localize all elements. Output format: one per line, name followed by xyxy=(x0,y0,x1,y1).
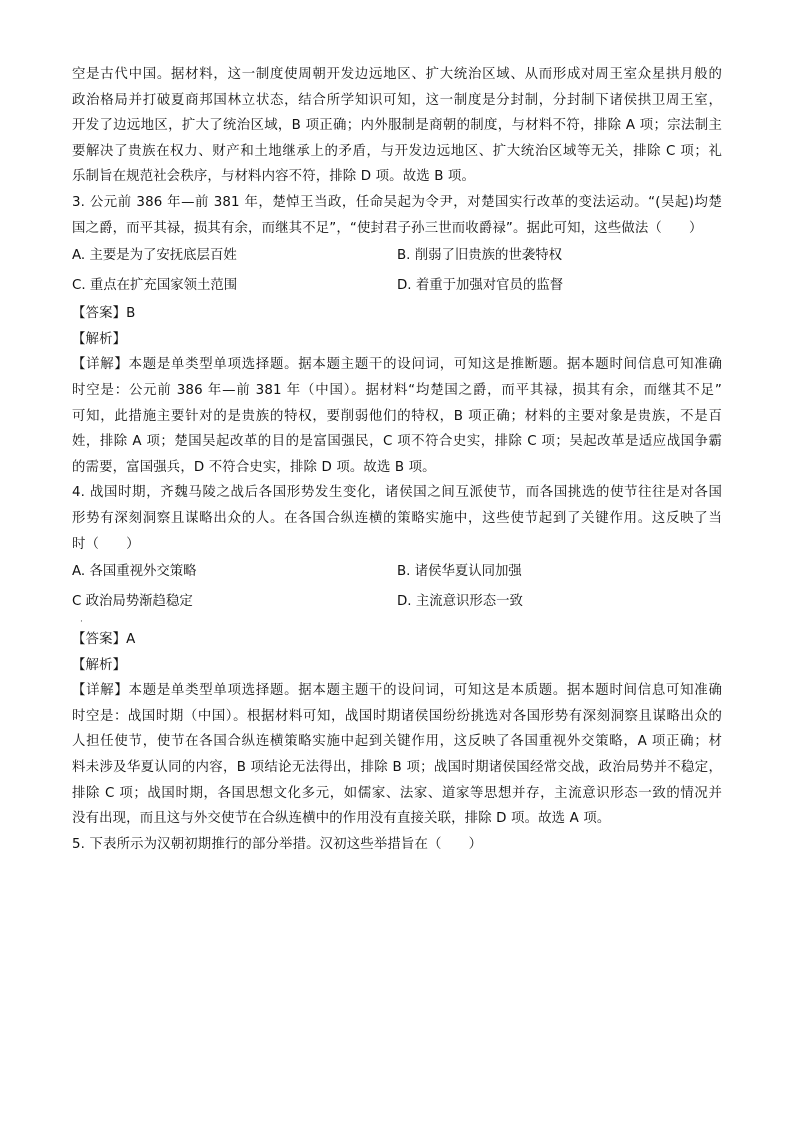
option-a: A. 主要是为了安抚底层百姓 xyxy=(72,248,237,264)
document-page xyxy=(72,62,722,857)
question-stem: 5. 下表所示为汉朝初期推行的部分举措。汉初这些举措旨在（ ） xyxy=(72,836,483,852)
option-d: D. 主流意识形态一致 xyxy=(397,594,523,610)
option-b: B. 诸侯华夏认同加强 xyxy=(397,564,522,580)
stray-mark: · xyxy=(80,617,83,628)
option-row xyxy=(72,587,722,617)
question-5 xyxy=(72,832,722,858)
text-line: 开发了边远地区，扩大了统治区域，B 项正确；内外服制是商朝的制度，与材料不符，排除 A 项；宗法制主 xyxy=(72,118,722,134)
answer-label: 【答案】A xyxy=(72,632,136,648)
detail-line: 时空是：公元前 386 年—前 381 年（中国）。据材料“均楚国之爵，而平其禄，损其有余，而继其不足” xyxy=(72,382,722,398)
option-b: B. 削弱了旧贵族的世袭特权 xyxy=(397,248,562,264)
question-3 xyxy=(72,190,722,480)
option-row xyxy=(72,271,722,301)
detail-line: 人担任使节，使节在各国合纵连横策略实施中起到关键作用，这反映了各国重视外交策略，A 项正确；材 xyxy=(72,734,722,750)
detail-line: 的需要，富国强兵，D 不符合史实，排除 D 项。故选 B 项。 xyxy=(72,459,436,475)
text-line: 空是古代中国。据材料，这一制度使周朝开发边远地区、扩大统治区域、从而形成对周王室众星拱月般的 xyxy=(72,67,722,82)
detail-line: 时空是：战国时期（中国）。根据材料可知，战国时期诸侯国纷纷挑选对各国形势有深刻洞察且谋略出众的 xyxy=(72,708,722,724)
analysis-label: 【解析】 xyxy=(72,331,127,347)
option-row xyxy=(72,557,722,587)
answer-label: 【答案】B xyxy=(72,306,136,322)
detail-line: 【详解】本题是单类型单项选择题。据本题主题干的设问词，可知这是推断题。据本题时间信息可知准确 xyxy=(72,357,722,373)
detail-line: 可知，此措施主要针对的是贵族的特权，要削弱他们的特权，B 项正确；材料的主要对象是贵族，不是百 xyxy=(72,408,722,424)
question-stem: 时（ ） xyxy=(72,536,140,552)
detail-line: 姓，排除 A 项；楚国吴起改革的目的是富国强民，C 项不符合史实，排除 C 项；吴起改革是适应战国争霸 xyxy=(72,434,722,450)
option-d: D. 着重于加强对官员的监督 xyxy=(397,278,564,294)
text-line: 乐制旨在规范社会秩序，与材料内容不符，排除 D 项。故选 B 项。 xyxy=(72,169,476,185)
question-stem: 形势有深刻洞察且谋略出众的人。在各国合纵连横的策略实施中，这些使节起到了关键作用。这反映了当 xyxy=(72,510,722,526)
analysis-label: 【解析】 xyxy=(72,657,127,673)
question-stem: 国之爵，而平其禄，损其有余，而继其不足”，“使封君子孙三世而收爵禄”。据此可知，这些做法（ ） xyxy=(72,220,703,236)
detail-line: 料未涉及华夏认同的内容，B 项结论无法得出，排除 B 项；战国时期诸侯国经常交战，政治局势并不稳定， xyxy=(72,760,722,776)
question-stem: 3. 公元前 386 年—前 381 年，楚悼王当政，任命吴起为令尹，对楚国实行改革的变法运动。“(吴起)均楚 xyxy=(72,194,722,210)
option-row xyxy=(72,241,722,271)
question-4 xyxy=(72,480,722,832)
text-line: 要解决了贵族在权力、财产和土地继承上的矛盾，与开发边远地区、扩大统治区域等无关，排除 C 项；礼 xyxy=(72,143,722,159)
text-line: 政治格局并打破夏商邦国林立状态，结合所学知识可知，这一制度是分封制，分封制下诸侯拱卫周王室， xyxy=(72,92,722,108)
question-stem: 4. 战国时期，齐魏马陵之战后各国形势发生变化，诸侯国之间互派使节，而各国挑选的使节往往是对各国 xyxy=(72,485,722,501)
detail-line: 【详解】本题是单类型单项选择题。据本题主题干的设问词，可知这是本质题。据本题时间信息可知准确 xyxy=(72,683,722,699)
option-c: C 政治局势渐趋稳定 xyxy=(72,594,193,610)
detail-line: 排除 C 项；战国时期，各国思想文化多元，如儒家、法家、道家等思想并存，主流意识形态一致的情况并 xyxy=(72,785,722,801)
option-a: A. 各国重视外交策略 xyxy=(72,564,197,580)
detail-line: 没有出现，而且这与外交使节在合纵连横中的作用没有直接关联，排除 D 项。故选 A 项。 xyxy=(72,811,611,827)
q2-analysis-tail xyxy=(72,62,722,190)
option-c: C. 重点在扩充国家领土范围 xyxy=(72,278,238,294)
